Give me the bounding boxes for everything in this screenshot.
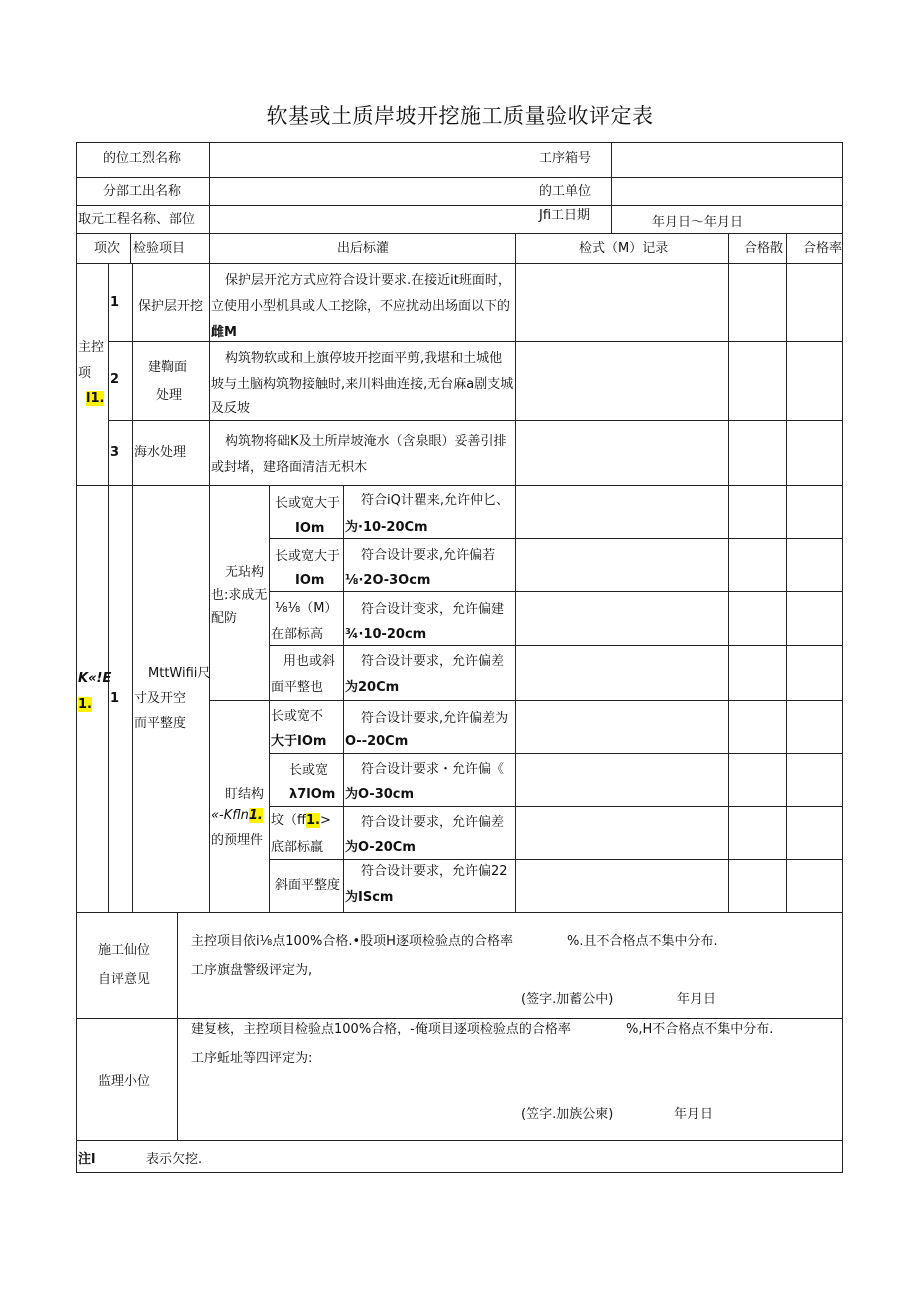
note-text: 表示欠挖. bbox=[146, 1152, 203, 1167]
sub-item: 面平整也 bbox=[271, 680, 324, 695]
main-row-2-standard: 及反坡 bbox=[211, 401, 251, 416]
col-line bbox=[515, 233, 516, 913]
self-eval-signature: (签字.加蓄公中) bbox=[521, 992, 614, 1007]
col-line bbox=[343, 485, 344, 913]
col-header-record: 检式（M）记录 bbox=[579, 241, 669, 256]
main-row-2-item: 建鞫面 bbox=[148, 360, 188, 375]
col-header-pass-rate: 合格率 bbox=[803, 241, 843, 256]
general-items-label: 1. bbox=[78, 697, 92, 712]
main-items-label: 项 bbox=[78, 366, 92, 381]
sub-standard: 为O-20Cm bbox=[345, 840, 416, 855]
element-project-label: 取元工程名称、部位 bbox=[78, 212, 196, 227]
col-line bbox=[728, 233, 729, 913]
self-eval-label: 施工仙位 bbox=[98, 943, 151, 958]
col-line bbox=[786, 233, 787, 913]
page-title: 软基或土质岸坡开挖施工质量验收评定表 bbox=[266, 104, 654, 128]
main-row-1-standard: 雌M bbox=[211, 325, 237, 340]
main-items-label: 主控 bbox=[78, 340, 105, 355]
col-header-check-item: 检验项目 bbox=[133, 241, 186, 256]
col-line bbox=[132, 263, 133, 913]
sub-standard: ¾·10-20cm bbox=[345, 627, 427, 642]
sub-item: 大于IOm bbox=[271, 734, 327, 749]
sub-item: 长或宽 bbox=[289, 763, 329, 778]
sub-item: 底部标羸 bbox=[271, 840, 324, 855]
contractor-label: 的工单位 bbox=[539, 184, 592, 199]
main-row-3-no: 3 bbox=[110, 445, 120, 460]
sub-standard: 符合设计要求・允许偏《 bbox=[361, 762, 505, 777]
sub-item: 长或宽大于 bbox=[275, 496, 341, 511]
sub-project-label: 分部工出名称 bbox=[103, 184, 182, 199]
self-eval-date: 年月日 bbox=[677, 992, 717, 1007]
main-row-1-no: 1 bbox=[110, 295, 120, 310]
col-line bbox=[177, 912, 178, 1141]
table-border-top bbox=[76, 142, 843, 143]
col-line bbox=[611, 142, 612, 234]
main-row-1-standard: 立使用小型机具或人工挖除，不应扰动出场面以下的 bbox=[211, 299, 511, 314]
col-header-standard: 出后标灌 bbox=[337, 241, 390, 256]
sub-item: IOm bbox=[295, 521, 325, 536]
main-row-3-standard: 构筑物将础K及土所岸坡淹水（含泉眼）妥善引排 bbox=[225, 434, 507, 449]
sub-standard: O--20Cm bbox=[345, 734, 409, 749]
sub-standard: 符合设计要求,允许偏差为 bbox=[361, 711, 509, 726]
general-check-item: 而平整度 bbox=[134, 716, 187, 731]
supervisor-date: 年月日 bbox=[674, 1107, 714, 1122]
sub-item: λ7lOm bbox=[289, 787, 336, 802]
main-row-3-standard: 或封堵，建珞面清洁无枳木 bbox=[211, 460, 368, 475]
col-line bbox=[209, 142, 210, 913]
sub-standard: ⅛·2O-3Ocm bbox=[345, 573, 431, 588]
self-eval-text: 工序旗盘警级评定为, bbox=[191, 963, 313, 978]
sub-standard: 为20Cm bbox=[345, 680, 400, 695]
group-1-label: 无玷构 bbox=[225, 565, 265, 580]
main-row-2-no: 2 bbox=[110, 372, 120, 387]
col-header-item-no: 项次 bbox=[94, 241, 121, 256]
group-1-label: 也:求成无 bbox=[211, 588, 268, 603]
construction-date-value: 年月日〜年月日 bbox=[652, 215, 744, 230]
construction-date-label: Jfi工日期 bbox=[539, 208, 591, 223]
col-line bbox=[108, 263, 109, 913]
main-items-label: l1. bbox=[86, 391, 105, 406]
table-border-right bbox=[842, 142, 843, 1173]
sub-standard: 符合iQ计瞿来,允许仲匕、 bbox=[361, 493, 509, 508]
sub-item: 长或宽大于 bbox=[275, 549, 341, 564]
unit-name-label: 的位工烈名称 bbox=[103, 151, 182, 166]
sub-standard: 符合设计要求，允许偏差 bbox=[361, 654, 505, 669]
sub-item: IOm bbox=[295, 573, 325, 588]
general-row-no: 1 bbox=[110, 691, 120, 706]
sub-standard: 符合设计要求，允许偏差 bbox=[361, 815, 505, 830]
sub-item: 在部标高 bbox=[271, 627, 324, 642]
main-row-2-standard: 构筑物软或和上旗停坡开挖面平剪,我堪和土城他 bbox=[225, 351, 503, 366]
supervisor-text: 建复核，主控项目检验点100%合格，-俺项目逐项检验点的合格率 bbox=[191, 1022, 571, 1037]
sub-standard: 为·10-20Cm bbox=[345, 520, 428, 535]
col-line bbox=[269, 485, 270, 913]
sub-item: 坟（ff1.> bbox=[271, 813, 331, 828]
self-eval-text: 主控项目依i⅛点100%合格.•股项H逐项检验点的合格率 bbox=[191, 934, 513, 949]
note-label: 注l bbox=[78, 1152, 96, 1167]
sub-item: 长或宽不 bbox=[271, 709, 324, 724]
row-line bbox=[76, 177, 843, 178]
sub-standard: 符合设计变求，允许偏建 bbox=[361, 602, 505, 617]
general-check-item: MttWifii尺 bbox=[148, 666, 211, 681]
supervisor-signature: (笠字.加族公柬) bbox=[521, 1107, 614, 1122]
sub-standard: 符合设计要求，允许偏22 bbox=[361, 864, 508, 879]
general-items-label: K«!E bbox=[78, 671, 112, 686]
sub-item: 斜面平整度 bbox=[275, 878, 341, 893]
col-header-pass-count: 合格散 bbox=[744, 241, 784, 256]
main-row-1-item: 保护层开挖 bbox=[138, 299, 204, 314]
main-row-1-standard: 保护层开沱方式应符合设计要求.在接近it班面时， bbox=[225, 273, 511, 288]
table-border-left bbox=[76, 142, 77, 1173]
main-row-2-item: 处理 bbox=[156, 388, 183, 403]
main-row-2-standard: 坡与土脑构筑物接触时,来川料曲连接,无台麻a剧支城 bbox=[211, 377, 514, 392]
sub-standard: 符合设计要求,允许偏若 bbox=[361, 548, 496, 563]
group-2-label: 的预埋件 bbox=[211, 833, 264, 848]
sub-standard: 为IScm bbox=[345, 890, 394, 905]
row-line bbox=[76, 205, 843, 206]
group-1-label: 配防 bbox=[211, 611, 238, 626]
col-line bbox=[130, 233, 131, 264]
sub-item: 用也或斜 bbox=[283, 654, 336, 669]
supervisor-text: %,H不合格点不集中分布. bbox=[626, 1022, 774, 1037]
group-2-label: 盯结构 bbox=[225, 787, 265, 802]
group-2-label: «-Kfln1. bbox=[211, 808, 263, 823]
self-eval-label: 自评意见 bbox=[98, 972, 151, 987]
general-check-item: 寸及开空 bbox=[134, 691, 187, 706]
supervisor-label: 监理小位 bbox=[98, 1074, 151, 1089]
supervisor-text: 工序蚯址等四评定为: bbox=[191, 1051, 313, 1066]
main-row-3-item: 海水处理 bbox=[134, 445, 187, 460]
sub-item: ⅛⅛（M） bbox=[275, 601, 338, 616]
sub-standard: 为O-30cm bbox=[345, 787, 415, 802]
process-no-label: 工序箱号 bbox=[539, 151, 592, 166]
self-eval-text: %.且不合格点不集中分布. bbox=[567, 934, 718, 949]
row-line bbox=[76, 1140, 843, 1141]
